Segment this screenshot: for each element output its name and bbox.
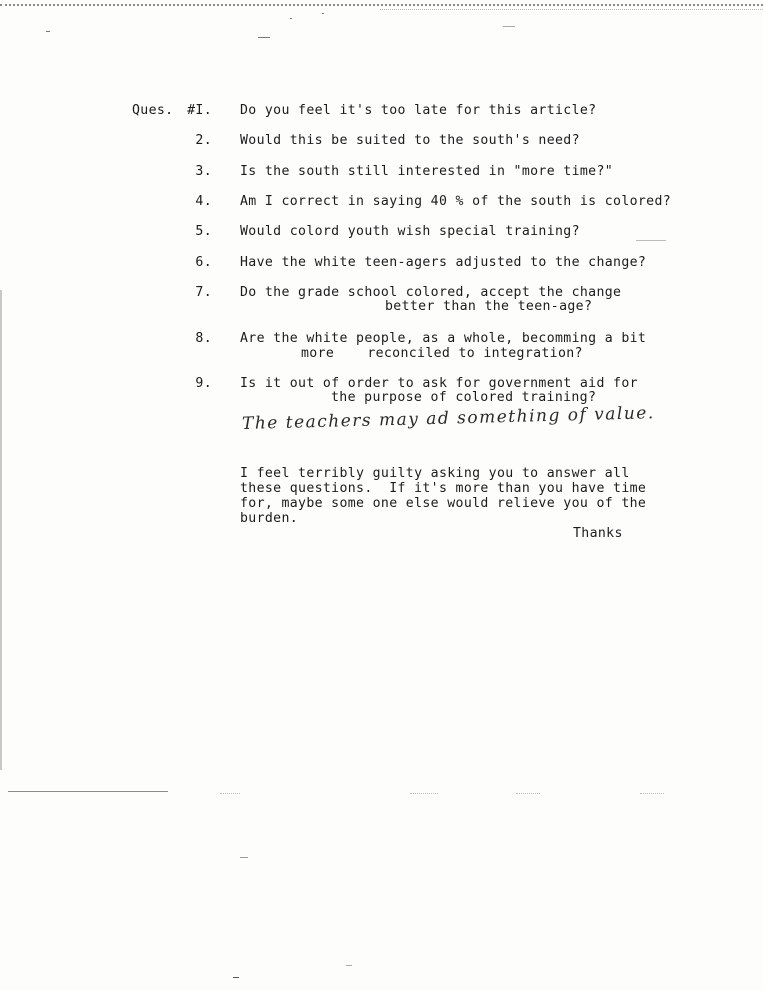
- closing-paragraph-line: for, maybe some one else would relieve you of the: [240, 496, 647, 511]
- scan-line: [410, 793, 438, 794]
- question-number: 3.: [195, 164, 212, 179]
- question-number: 2.: [195, 133, 212, 148]
- question-number: 8.: [195, 331, 212, 346]
- question-text: Am I correct in saying 40 % of the south is colored?: [240, 194, 672, 209]
- question-text: Would colord youth wish special training?: [240, 224, 580, 239]
- question-number: 4.: [195, 194, 212, 209]
- top-edge-line: [0, 4, 763, 6]
- left-edge-shadow: [0, 290, 2, 770]
- question-text-continued: the purpose of colored training?: [331, 390, 597, 405]
- question-text: Are the white people, as a whole, becomming a bit: [240, 331, 647, 346]
- speck: [46, 31, 50, 32]
- question-text: Is the south still interested in "more time?": [240, 164, 614, 179]
- speck: [258, 37, 270, 38]
- question-text: Would this be suited to the south's need?: [240, 133, 580, 148]
- speck: [346, 965, 352, 966]
- speck: [240, 857, 248, 858]
- question-number: 7.: [195, 285, 212, 300]
- closing-paragraph-line: I feel terribly guilty asking you to answer all: [240, 466, 630, 481]
- question-number: #I.: [187, 103, 212, 118]
- question-text-continued: more reconciled to integration?: [301, 346, 583, 361]
- question-number: 5.: [195, 224, 212, 239]
- handwritten-note: The teachers may ad something of value.: [241, 403, 655, 434]
- question-text-continued: better than the teen-age?: [385, 299, 593, 314]
- question-text: Is it out of order to ask for government aid for: [240, 376, 638, 391]
- ques-label: Ques.: [132, 103, 174, 118]
- speck: [503, 26, 515, 27]
- closing-paragraph-line: these questions. If it's more than you have time: [240, 481, 647, 496]
- question-text: Do the grade school colored, accept the change: [240, 285, 622, 300]
- question-number: 6.: [195, 255, 212, 270]
- top-edge-line-2: [380, 9, 763, 10]
- signoff: Thanks: [573, 526, 623, 541]
- speck: [233, 977, 239, 978]
- scan-line: [640, 793, 664, 794]
- closing-paragraph-line: burden.: [240, 511, 299, 526]
- scan-line: [220, 793, 240, 794]
- question-number: 9.: [195, 376, 212, 391]
- scan-line: [8, 791, 168, 792]
- question-text: Do you feel it's too late for this article?: [240, 103, 597, 118]
- speck: [636, 240, 666, 241]
- scan-line: [516, 793, 540, 794]
- speck: [290, 18, 292, 19]
- speck: [322, 13, 324, 14]
- question-text: Have the white teen-agers adjusted to the change?: [240, 255, 647, 270]
